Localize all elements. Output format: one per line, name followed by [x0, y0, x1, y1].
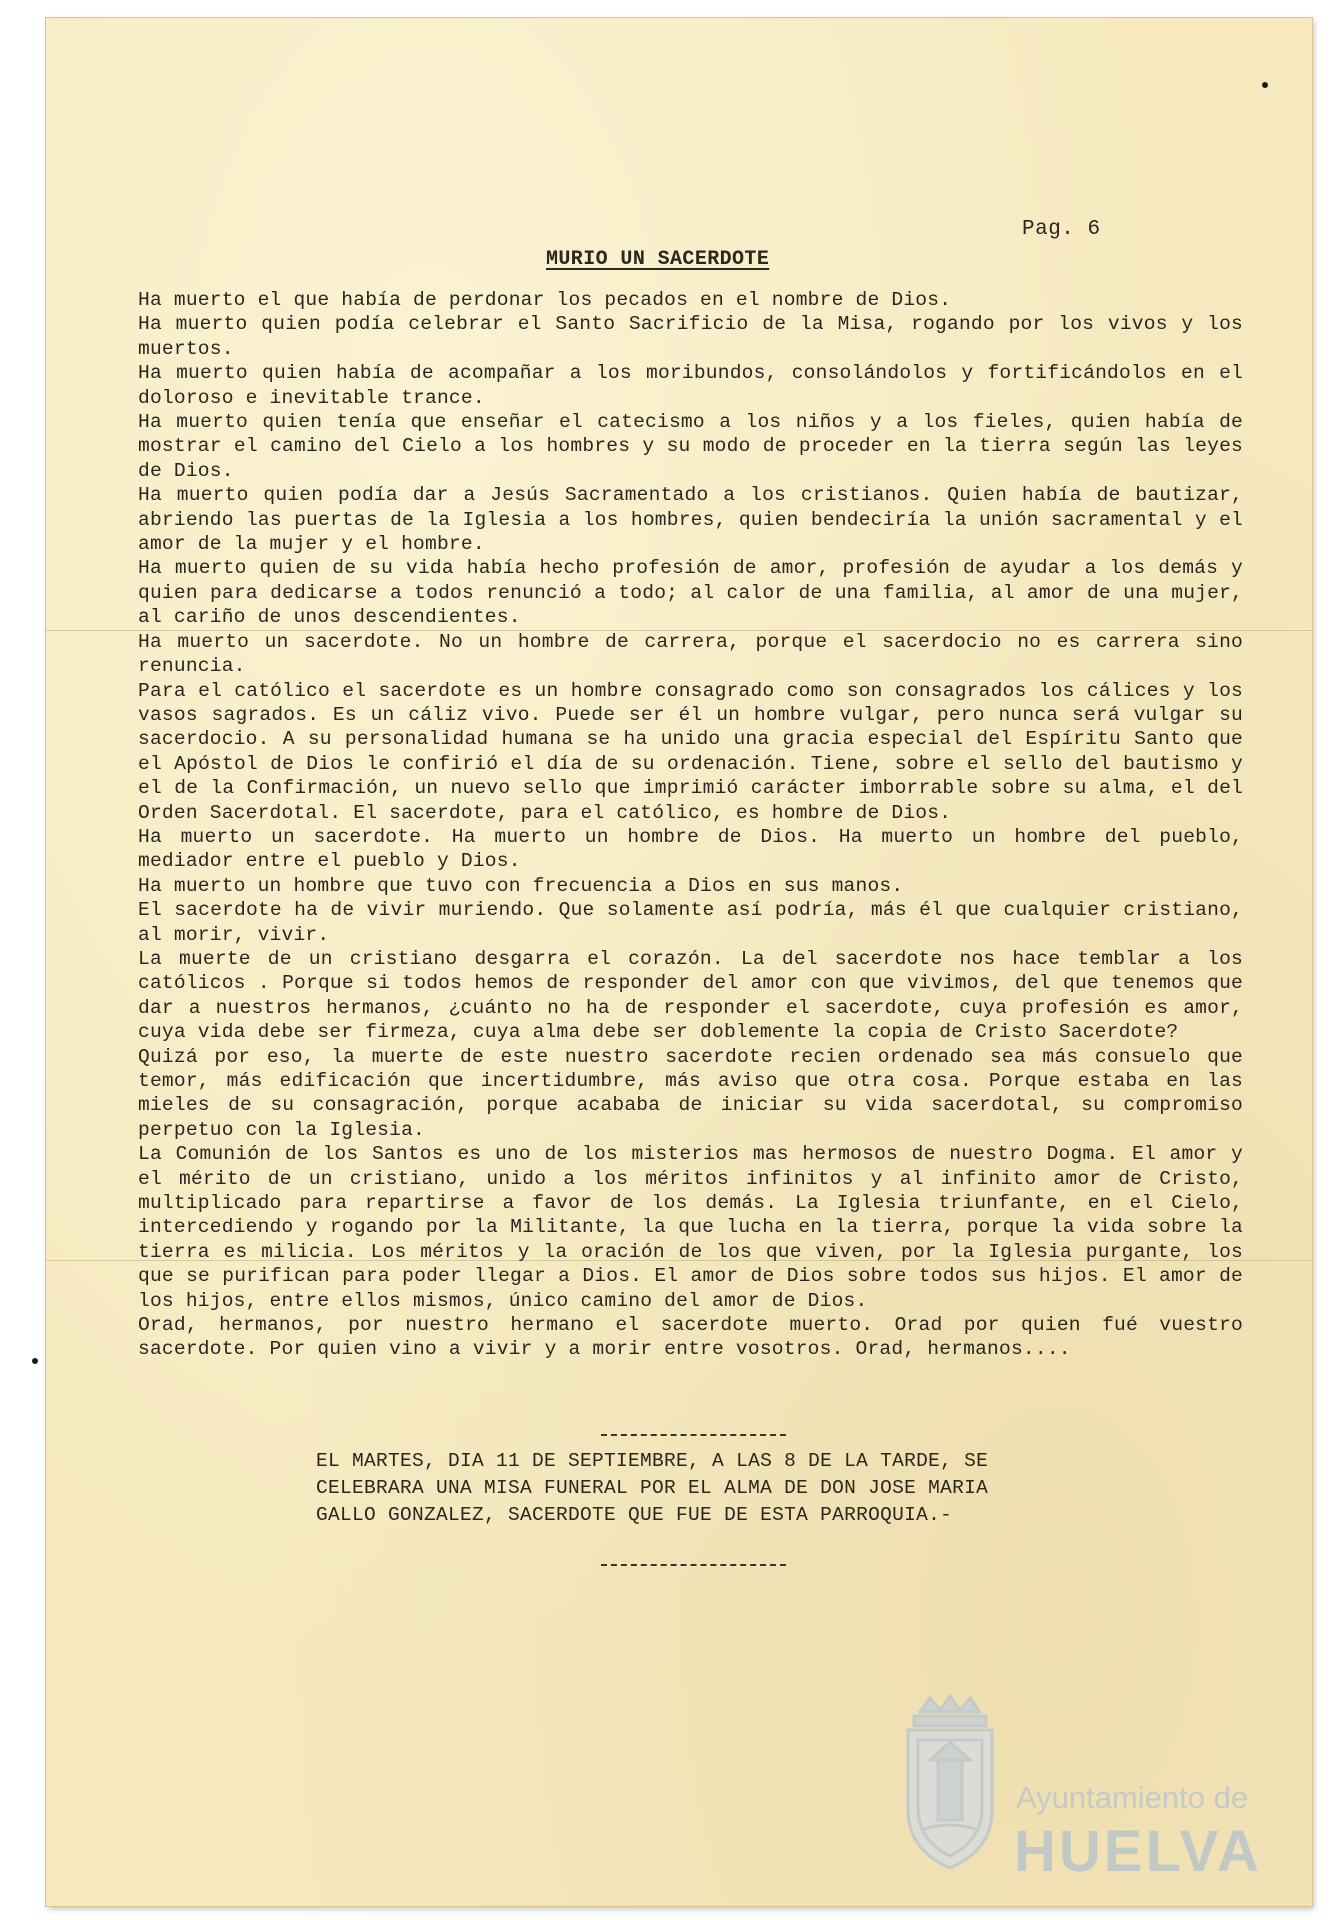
ink-speck [32, 1358, 38, 1364]
paragraph: Ha muerto un hombre que tuvo con frecuencia a Dios en sus manos. [138, 874, 904, 897]
paragraph: Ha muerto el que había de perdonar los pecados en el nombre de Dios. [138, 289, 952, 311]
dashed-divider [601, 1434, 786, 1436]
body-text [138, 288, 1243, 1362]
paragraph: Ha muerto quien tenía que enseñar el catecismo a los niños y a los fieles, quien había de mostrar el camino del Cielo a los hombres y su modo de proceder en la tierra según las leyes de Dios. [138, 411, 1243, 482]
paragraph: Ha muerto un sacerdote. No un hombre de carrera, porque el sacerdocio no es carrera sino renuncia. [138, 630, 1243, 678]
paragraph: Ha muerto quien podía celebrar el Santo Sacrificio de la Misa, rogando por los vivos y los muertos. [138, 313, 1243, 360]
page-number: Pag. 6 [1022, 218, 1101, 241]
paragraph: El sacerdote ha de vivir muriendo. Que solamente así podría, más él que cualquier cristiano, al morir, vivir. [138, 899, 1243, 946]
ink-speck [1262, 82, 1268, 88]
huelva-coat-of-arms-icon [890, 1690, 1010, 1880]
paragraph: La Comunión de los Santos es uno de los misterios mas hermosos de nuestro Dogma. El amor y el mérito de un cristiano, unido a los méritos infinitos y al infinito amor de Cristo, multiplicado para repartirse a favor de los demás. La Iglesia triunfante, en el Cielo, intercediendo y rogando por la Militante, la que lucha en la tierra, porque la vida sobre la tierra es milicia. Los méritos y la oración de los que viven, por la Iglesia purgante, los que se purifican para poder llegar a Dios. El amor de Dios sobre todos sus hijos. El amor de los hijos, entre ellos mismos, único camino del amor de Dios. [138, 1143, 1243, 1312]
watermark-text: HUELVA [1014, 1819, 1262, 1884]
paragraph: Quizá por eso, la muerte de este nuestro sacerdote recien ordenado sea más consuelo que temor, más edificación que incertidumbre, más aviso que otra cosa. Porque estaba en las mieles de su consagración, porque acababa de iniciar su vida sacerdotal, su compromiso perpetuo con la Iglesia. [138, 1045, 1243, 1141]
paragraph: Ha muerto quien había de acompañar a los moribundos, consolándolos y fortificándolos en el doloroso e inevitable trance. [138, 362, 1243, 409]
dashed-divider [601, 1564, 786, 1566]
paragraph: Ha muerto un sacerdote. Ha muerto un hombre de Dios. Ha muerto un hombre del pueblo, mediador entre el pueblo y Dios. [138, 825, 1243, 873]
watermark-logo [890, 1690, 1270, 1890]
page-title: MURIO UN SACERDOTE [546, 248, 770, 271]
notice-line: CELEBRARA UNA MISA FUNERAL POR EL ALMA DE DON JOSE MARIA [316, 1477, 989, 1499]
paragraph: Para el católico el sacerdote es un hombre consagrado como son consagrados los cálices y los vasos sagrados. Es un cáliz vivo. Puede ser él un hombre vulgar, pero nunca será vulgar su sacerdocio. A su personalidad humana se ha unido una gracia especial del Espíritu Santo que el Apóstol de Dios le confirió el día de su ordenación. Tiene, sobre el sello del bautismo y el de la Confirmación, un nuevo sello que imprimió carácter imborrable sobre su alma, el del Orden Sacerdotal. El sacerdote, para el católico, es hombre de Dios. [138, 679, 1243, 824]
document-sheet [46, 18, 1312, 1906]
notice-line: GALLO GONZALEZ, SACERDOTE QUE FUE DE ESTA PARROQUIA.- [316, 1504, 953, 1526]
paragraph: La muerte de un cristiano desgarra el corazón. La del sacerdote nos hace temblar a los católicos . Porque si todos hemos de responder del amor con que vivimos, del que tenemos que dar a nuestros hermanos, ¿cuánto no ha de responder el sacerdote, cuya profesión es amor, cuya vida debe ser firmeza, cuya alma debe ser doblemente la copia de Cristo Sacerdote? [138, 947, 1243, 1044]
funeral-notice [316, 1448, 1076, 1529]
paragraph: Ha muerto quien podía dar a Jesús Sacramentado a los cristianos. Quien había de bautizar, abriendo las puertas de la Iglesia a los hombres, quien bendeciría la unión sacramental y el amor de la mujer y el hombre. [138, 484, 1243, 556]
watermark-text: Ayuntamiento de [1016, 1780, 1249, 1815]
paragraph: Orad, hermanos, por nuestro hermano el sacerdote muerto. Orad por quien fué vuestro sacerdote. Por quien vino a vivir y a morir entre vosotros. Orad, hermanos.... [138, 1314, 1243, 1361]
notice-line: EL MARTES, DIA 11 DE SEPTIEMBRE, A LAS 8 DE LA TARDE, SE [316, 1450, 989, 1472]
paragraph: Ha muerto quien de su vida había hecho profesión de amor, profesión de ayudar a los demás y quien para dedicarse a todos renunció a todo; al calor de una familia, al amor de una mujer, al cariño de unos descendientes. [138, 557, 1243, 629]
